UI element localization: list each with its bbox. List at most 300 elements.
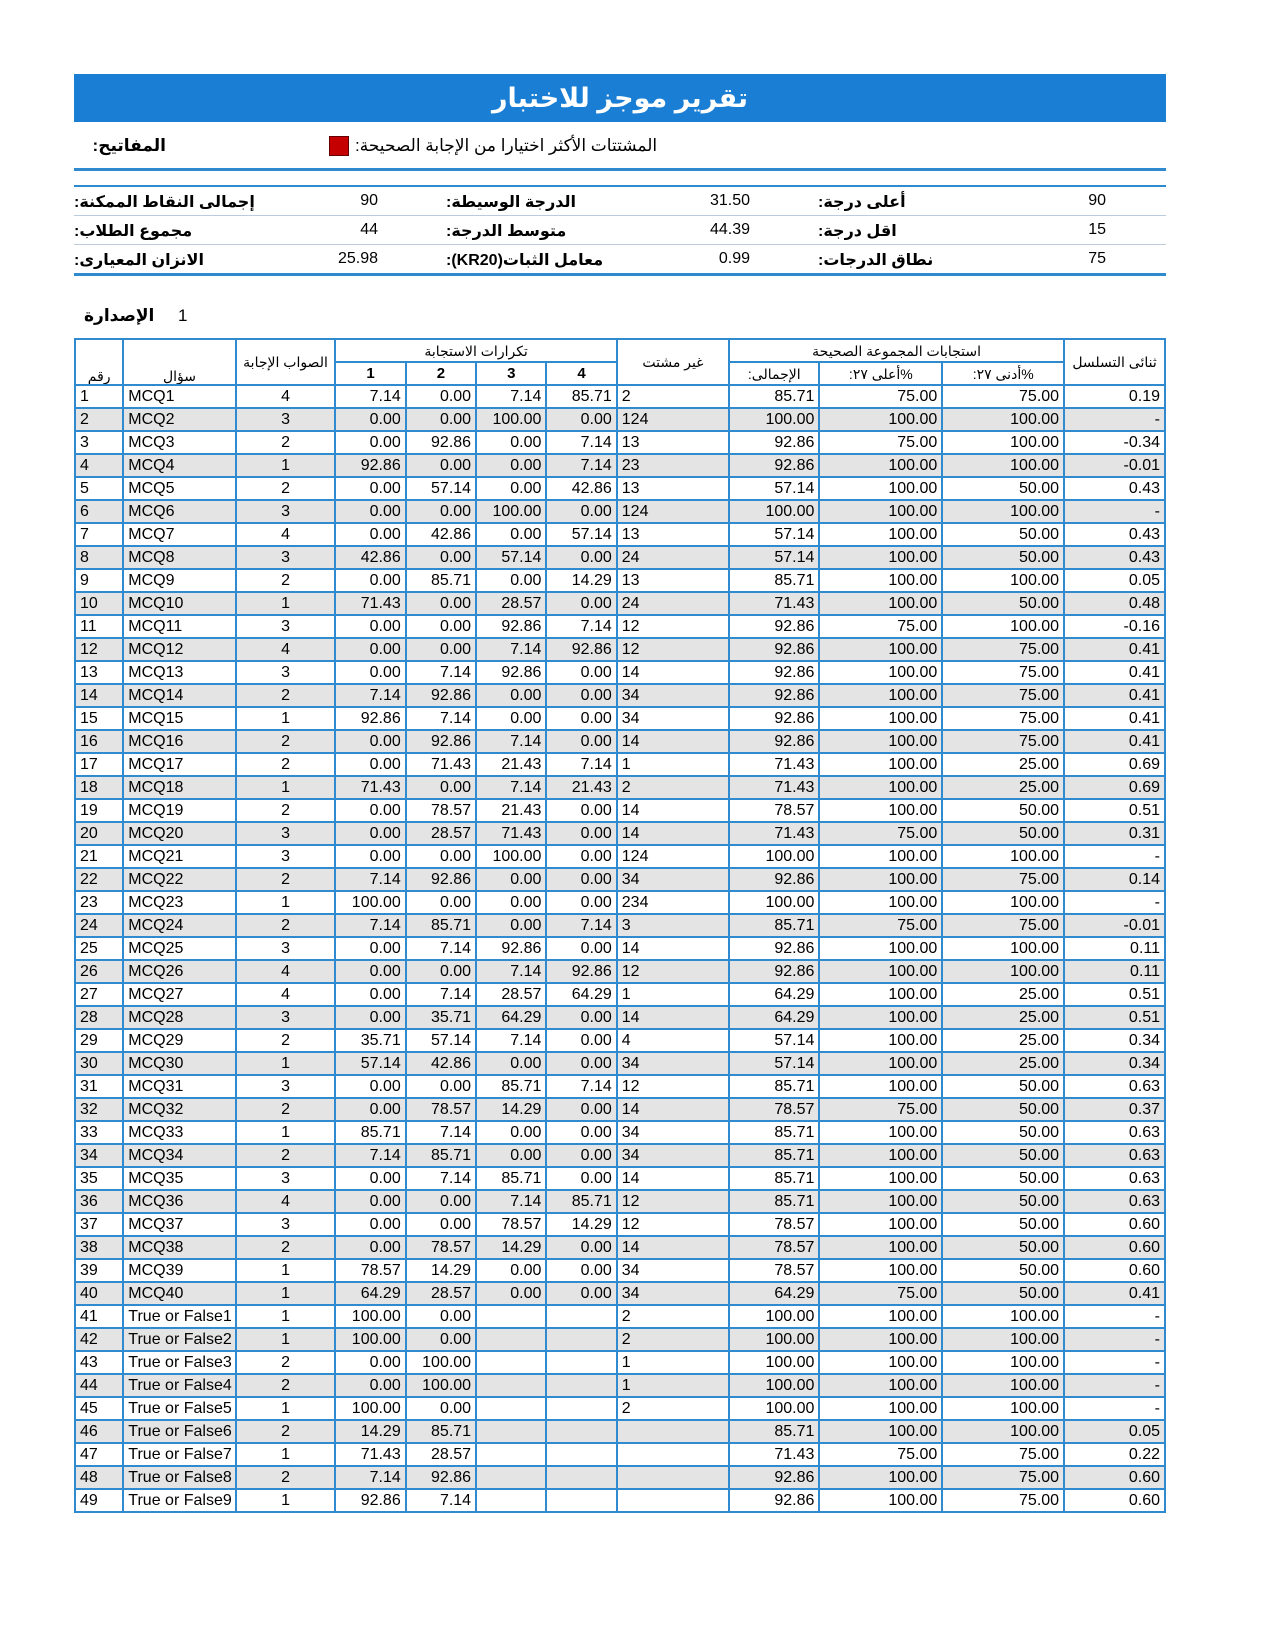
cell-point-biserial: 0.60 (1064, 1236, 1165, 1259)
cell-option-2: 0.00 (406, 845, 476, 868)
cell-point-biserial: 0.43 (1064, 546, 1165, 569)
table-row (75, 1351, 1165, 1374)
cell-lower-27: 100.00 (942, 1351, 1064, 1374)
cell-option-4 (546, 1328, 616, 1351)
cell-num: 39 (75, 1259, 123, 1282)
cell-question: MCQ18 (123, 776, 235, 799)
cell-non-distractor: 34 (617, 1282, 729, 1305)
cell-total: 100.00 (729, 500, 819, 523)
cell-point-biserial: 0.63 (1064, 1144, 1165, 1167)
cell-num: 40 (75, 1282, 123, 1305)
cell-option-3 (476, 1466, 546, 1489)
cell-point-biserial: 0.41 (1064, 661, 1165, 684)
cell-option-4 (546, 1420, 616, 1443)
cell-correct-answer: 2 (236, 914, 336, 937)
cell-non-distractor: 34 (617, 1052, 729, 1075)
cell-lower-27: 100.00 (942, 1420, 1064, 1443)
table-row (75, 615, 1165, 638)
cell-correct-answer: 1 (236, 1397, 336, 1420)
cell-total: 85.71 (729, 385, 819, 408)
cell-option-1: 0.00 (335, 1098, 405, 1121)
cell-correct-answer: 3 (236, 615, 336, 638)
table-row (75, 1006, 1165, 1029)
cell-correct-answer: 2 (236, 684, 336, 707)
version-row (74, 276, 1166, 338)
cell-option-3: 100.00 (476, 408, 546, 431)
cell-option-1: 7.14 (335, 385, 405, 408)
cell-option-1: 0.00 (335, 523, 405, 546)
cell-upper-27: 75.00 (819, 431, 942, 454)
stats-row (74, 216, 1166, 245)
cell-lower-27: 25.00 (942, 1029, 1064, 1052)
header-option-4: 4 (546, 362, 616, 385)
cell-point-biserial: - (1064, 1328, 1165, 1351)
cell-num: 31 (75, 1075, 123, 1098)
cell-total: 71.43 (729, 1443, 819, 1466)
header-option-2: 2 (406, 362, 476, 385)
header-num: رقم (75, 339, 123, 385)
cell-point-biserial: 0.69 (1064, 776, 1165, 799)
cell-option-1: 0.00 (335, 569, 405, 592)
cell-total: 71.43 (729, 776, 819, 799)
cell-non-distractor (617, 1466, 729, 1489)
cell-option-4: 0.00 (546, 707, 616, 730)
cell-non-distractor: 1 (617, 983, 729, 1006)
cell-total: 92.86 (729, 937, 819, 960)
cell-option-3: 100.00 (476, 500, 546, 523)
cell-upper-27: 100.00 (819, 500, 942, 523)
cell-non-distractor: 2 (617, 1328, 729, 1351)
cell-non-distractor: 12 (617, 960, 729, 983)
cell-option-2: 100.00 (406, 1351, 476, 1374)
cell-option-4: 0.00 (546, 1006, 616, 1029)
cell-lower-27: 50.00 (942, 1167, 1064, 1190)
cell-lower-27: 25.00 (942, 753, 1064, 776)
cell-lower-27: 50.00 (942, 523, 1064, 546)
cell-correct-answer: 1 (236, 1443, 336, 1466)
cell-lower-27: 50.00 (942, 822, 1064, 845)
cell-option-3 (476, 1420, 546, 1443)
cell-lower-27: 100.00 (942, 454, 1064, 477)
cell-non-distractor: 24 (617, 592, 729, 615)
cell-total: 92.86 (729, 730, 819, 753)
cell-num: 1 (75, 385, 123, 408)
table-row (75, 1029, 1165, 1052)
cell-lower-27: 100.00 (942, 431, 1064, 454)
cell-option-3 (476, 1328, 546, 1351)
cell-upper-27: 100.00 (819, 845, 942, 868)
cell-question: True or False4 (123, 1374, 235, 1397)
table-row (75, 891, 1165, 914)
cell-lower-27: 50.00 (942, 1282, 1064, 1305)
cell-question: True or False3 (123, 1351, 235, 1374)
cell-option-1: 64.29 (335, 1282, 405, 1305)
cell-num: 38 (75, 1236, 123, 1259)
cell-option-1: 0.00 (335, 661, 405, 684)
stat-label: اقل درجة: (818, 223, 897, 240)
cell-upper-27: 100.00 (819, 1397, 942, 1420)
stat-label: أعلى درجة: (818, 194, 906, 211)
cell-option-2: 92.86 (406, 684, 476, 707)
cell-option-3 (476, 1374, 546, 1397)
table-row (75, 408, 1165, 431)
cell-total: 57.14 (729, 477, 819, 500)
table-row (75, 1420, 1165, 1443)
table-row (75, 960, 1165, 983)
table-row (75, 684, 1165, 707)
header-lower-27: %أدنى ٢٧: (942, 362, 1064, 385)
cell-num: 30 (75, 1052, 123, 1075)
cell-num: 49 (75, 1489, 123, 1512)
cell-option-4: 85.71 (546, 385, 616, 408)
stat-value: 0.99 (718, 250, 750, 267)
cell-num: 6 (75, 500, 123, 523)
cell-non-distractor: 14 (617, 799, 729, 822)
cell-option-4: 0.00 (546, 408, 616, 431)
cell-upper-27: 75.00 (819, 1098, 942, 1121)
cell-question: MCQ30 (123, 1052, 235, 1075)
cell-point-biserial: - (1064, 1397, 1165, 1420)
cell-point-biserial: 0.22 (1064, 1443, 1165, 1466)
cell-non-distractor: 13 (617, 431, 729, 454)
cell-option-4: 85.71 (546, 1190, 616, 1213)
cell-correct-answer: 2 (236, 1098, 336, 1121)
cell-upper-27: 100.00 (819, 1236, 942, 1259)
cell-option-4: 57.14 (546, 523, 616, 546)
cell-total: 71.43 (729, 592, 819, 615)
cell-option-2: 0.00 (406, 615, 476, 638)
table-row (75, 776, 1165, 799)
cell-correct-answer: 4 (236, 638, 336, 661)
version-label: الإصدارة (84, 306, 155, 325)
cell-total: 100.00 (729, 891, 819, 914)
cell-point-biserial: 0.41 (1064, 638, 1165, 661)
cell-option-2: 85.71 (406, 914, 476, 937)
cell-correct-answer: 3 (236, 1167, 336, 1190)
cell-question: MCQ26 (123, 960, 235, 983)
cell-option-2: 0.00 (406, 960, 476, 983)
cell-option-3: 92.86 (476, 937, 546, 960)
cell-question: MCQ25 (123, 937, 235, 960)
cell-question: MCQ14 (123, 684, 235, 707)
cell-option-2: 42.86 (406, 1052, 476, 1075)
cell-question: MCQ11 (123, 615, 235, 638)
cell-lower-27: 50.00 (942, 477, 1064, 500)
cell-upper-27: 100.00 (819, 569, 942, 592)
cell-correct-answer: 2 (236, 1144, 336, 1167)
cell-correct-answer: 2 (236, 569, 336, 592)
cell-question: MCQ5 (123, 477, 235, 500)
cell-option-1: 14.29 (335, 1420, 405, 1443)
cell-non-distractor: 12 (617, 1213, 729, 1236)
cell-point-biserial: - (1064, 1351, 1165, 1374)
cell-upper-27: 100.00 (819, 1144, 942, 1167)
table-row (75, 1236, 1165, 1259)
cell-option-4 (546, 1443, 616, 1466)
cell-option-3: 7.14 (476, 1190, 546, 1213)
cell-non-distractor: 13 (617, 477, 729, 500)
cell-num: 7 (75, 523, 123, 546)
cell-num: 19 (75, 799, 123, 822)
cell-option-2: 57.14 (406, 477, 476, 500)
cell-correct-answer: 4 (236, 983, 336, 1006)
cell-correct-answer: 2 (236, 1466, 336, 1489)
cell-option-1: 0.00 (335, 799, 405, 822)
cell-question: MCQ1 (123, 385, 235, 408)
cell-correct-answer: 2 (236, 1374, 336, 1397)
cell-correct-answer: 3 (236, 546, 336, 569)
cell-question: MCQ6 (123, 500, 235, 523)
cell-correct-answer: 2 (236, 799, 336, 822)
cell-option-1: 0.00 (335, 1075, 405, 1098)
cell-option-1: 7.14 (335, 1144, 405, 1167)
cell-option-4: 0.00 (546, 822, 616, 845)
cell-num: 47 (75, 1443, 123, 1466)
table-row (75, 454, 1165, 477)
table-row (75, 661, 1165, 684)
cell-option-1: 7.14 (335, 684, 405, 707)
cell-total: 64.29 (729, 983, 819, 1006)
cell-num: 4 (75, 454, 123, 477)
cell-total: 92.86 (729, 615, 819, 638)
report-title: تقرير موجز للاختبار (74, 74, 1166, 122)
cell-lower-27: 75.00 (942, 1443, 1064, 1466)
cell-lower-27: 50.00 (942, 799, 1064, 822)
cell-question: True or False1 (123, 1305, 235, 1328)
cell-total: 57.14 (729, 523, 819, 546)
cell-point-biserial: 0.41 (1064, 684, 1165, 707)
cell-total: 100.00 (729, 1397, 819, 1420)
cell-total: 92.86 (729, 431, 819, 454)
cell-total: 85.71 (729, 1167, 819, 1190)
cell-total: 78.57 (729, 799, 819, 822)
table-header (75, 339, 1165, 385)
cell-option-2: 78.57 (406, 1098, 476, 1121)
cell-option-3: 0.00 (476, 477, 546, 500)
stat-value: 31.50 (709, 192, 750, 209)
cell-option-3: 7.14 (476, 960, 546, 983)
cell-lower-27: 25.00 (942, 983, 1064, 1006)
cell-upper-27: 100.00 (819, 983, 942, 1006)
cell-non-distractor: 34 (617, 868, 729, 891)
cell-num: 22 (75, 868, 123, 891)
table-row (75, 868, 1165, 891)
table-row (75, 1489, 1165, 1512)
cell-total: 78.57 (729, 1259, 819, 1282)
cell-option-3: 7.14 (476, 776, 546, 799)
cell-option-4: 0.00 (546, 1236, 616, 1259)
cell-lower-27: 75.00 (942, 638, 1064, 661)
table-row (75, 569, 1165, 592)
table-row (75, 1443, 1165, 1466)
table-row (75, 1190, 1165, 1213)
table-row (75, 707, 1165, 730)
cell-option-4: 14.29 (546, 569, 616, 592)
cell-num: 34 (75, 1144, 123, 1167)
cell-point-biserial: 0.19 (1064, 385, 1165, 408)
cell-point-biserial: - (1064, 891, 1165, 914)
cell-lower-27: 50.00 (942, 1236, 1064, 1259)
cell-non-distractor: 34 (617, 707, 729, 730)
cell-total: 92.86 (729, 707, 819, 730)
cell-non-distractor (617, 1420, 729, 1443)
cell-point-biserial: 0.48 (1064, 592, 1165, 615)
cell-lower-27: 75.00 (942, 707, 1064, 730)
cell-non-distractor: 2 (617, 1397, 729, 1420)
stat-value: 25.98 (337, 250, 378, 267)
stat-value: 44 (360, 221, 378, 238)
cell-option-4: 0.00 (546, 1029, 616, 1052)
cell-non-distractor: 12 (617, 638, 729, 661)
cell-option-2: 0.00 (406, 1328, 476, 1351)
cell-option-3: 7.14 (476, 730, 546, 753)
cell-non-distractor: 13 (617, 569, 729, 592)
cell-point-biserial: 0.60 (1064, 1213, 1165, 1236)
cell-option-4 (546, 1305, 616, 1328)
cell-upper-27: 75.00 (819, 914, 942, 937)
cell-total: 85.71 (729, 1144, 819, 1167)
stat-label: مجموع الطلاب: (74, 223, 193, 240)
table-row (75, 937, 1165, 960)
cell-option-1: 42.86 (335, 546, 405, 569)
cell-correct-answer: 1 (236, 707, 336, 730)
cell-total: 85.71 (729, 914, 819, 937)
cell-upper-27: 100.00 (819, 1075, 942, 1098)
cell-upper-27: 100.00 (819, 661, 942, 684)
cell-point-biserial: 0.41 (1064, 730, 1165, 753)
cell-option-1: 0.00 (335, 1167, 405, 1190)
header-upper-27: %أعلى ٢٧: (819, 362, 942, 385)
cell-lower-27: 75.00 (942, 914, 1064, 937)
cell-lower-27: 75.00 (942, 661, 1064, 684)
cell-num: 20 (75, 822, 123, 845)
cell-option-1: 0.00 (335, 983, 405, 1006)
cell-option-4 (546, 1351, 616, 1374)
cell-question: MCQ2 (123, 408, 235, 431)
cell-upper-27: 100.00 (819, 868, 942, 891)
cell-point-biserial: - (1064, 408, 1165, 431)
cell-option-1: 0.00 (335, 753, 405, 776)
cell-point-biserial: 0.37 (1064, 1098, 1165, 1121)
keys-label: المفاتيح: (92, 136, 166, 155)
cell-lower-27: 100.00 (942, 569, 1064, 592)
cell-question: MCQ29 (123, 1029, 235, 1052)
cell-num: 23 (75, 891, 123, 914)
table-row (75, 385, 1165, 408)
table-row (75, 546, 1165, 569)
cell-option-3: 14.29 (476, 1236, 546, 1259)
cell-option-2: 28.57 (406, 822, 476, 845)
cell-option-4: 0.00 (546, 1052, 616, 1075)
cell-upper-27: 75.00 (819, 822, 942, 845)
cell-num: 27 (75, 983, 123, 1006)
cell-total: 100.00 (729, 845, 819, 868)
cell-option-1: 0.00 (335, 1351, 405, 1374)
cell-non-distractor: 12 (617, 1190, 729, 1213)
cell-option-3: 0.00 (476, 707, 546, 730)
header-option-1: 1 (335, 362, 405, 385)
cell-question: MCQ28 (123, 1006, 235, 1029)
stat-label: متوسط الدرجة: (446, 223, 567, 240)
cell-option-4: 0.00 (546, 592, 616, 615)
cell-lower-27: 50.00 (942, 1259, 1064, 1282)
cell-correct-answer: 1 (236, 1489, 336, 1512)
cell-option-1: 0.00 (335, 431, 405, 454)
cell-option-1: 0.00 (335, 1236, 405, 1259)
cell-total: 92.86 (729, 1489, 819, 1512)
cell-correct-answer: 4 (236, 1190, 336, 1213)
cell-lower-27: 100.00 (942, 1397, 1064, 1420)
cell-option-1: 92.86 (335, 1489, 405, 1512)
cell-num: 21 (75, 845, 123, 868)
table-row (75, 822, 1165, 845)
cell-option-1: 71.43 (335, 1443, 405, 1466)
cell-lower-27: 50.00 (942, 1098, 1064, 1121)
cell-question: MCQ23 (123, 891, 235, 914)
cell-option-2: 28.57 (406, 1443, 476, 1466)
cell-num: 11 (75, 615, 123, 638)
cell-question: MCQ15 (123, 707, 235, 730)
cell-option-4: 42.86 (546, 477, 616, 500)
cell-non-distractor: 1 (617, 1374, 729, 1397)
cell-option-2: 85.71 (406, 1420, 476, 1443)
cell-lower-27: 100.00 (942, 1328, 1064, 1351)
cell-total: 64.29 (729, 1006, 819, 1029)
cell-num: 16 (75, 730, 123, 753)
cell-option-4: 0.00 (546, 1098, 616, 1121)
table-row (75, 1397, 1165, 1420)
cell-option-2: 7.14 (406, 937, 476, 960)
cell-question: MCQ22 (123, 868, 235, 891)
cell-upper-27: 100.00 (819, 1351, 942, 1374)
cell-question: True or False5 (123, 1397, 235, 1420)
cell-total: 78.57 (729, 1236, 819, 1259)
cell-option-4: 0.00 (546, 1144, 616, 1167)
cell-lower-27: 50.00 (942, 1213, 1064, 1236)
cell-lower-27: 100.00 (942, 615, 1064, 638)
cell-correct-answer: 2 (236, 753, 336, 776)
cell-num: 12 (75, 638, 123, 661)
cell-upper-27: 100.00 (819, 891, 942, 914)
cell-total: 92.86 (729, 684, 819, 707)
cell-num: 29 (75, 1029, 123, 1052)
cell-num: 8 (75, 546, 123, 569)
cell-lower-27: 100.00 (942, 1374, 1064, 1397)
cell-question: MCQ20 (123, 822, 235, 845)
cell-non-distractor: 1 (617, 753, 729, 776)
cell-non-distractor: 2 (617, 776, 729, 799)
cell-total: 57.14 (729, 546, 819, 569)
cell-upper-27: 100.00 (819, 776, 942, 799)
cell-option-1: 0.00 (335, 615, 405, 638)
cell-total: 100.00 (729, 1374, 819, 1397)
cell-correct-answer: 2 (236, 1029, 336, 1052)
cell-total: 57.14 (729, 1029, 819, 1052)
cell-option-1: 0.00 (335, 845, 405, 868)
cell-option-4: 0.00 (546, 1259, 616, 1282)
cell-non-distractor: 34 (617, 1144, 729, 1167)
cell-point-biserial: -0.16 (1064, 615, 1165, 638)
cell-point-biserial: 0.63 (1064, 1190, 1165, 1213)
cell-num: 32 (75, 1098, 123, 1121)
cell-non-distractor: 13 (617, 523, 729, 546)
cell-question: MCQ13 (123, 661, 235, 684)
cell-point-biserial: 0.11 (1064, 960, 1165, 983)
cell-lower-27: 75.00 (942, 1489, 1064, 1512)
cell-point-biserial: 0.69 (1064, 753, 1165, 776)
cell-non-distractor: 124 (617, 408, 729, 431)
cell-correct-answer: 2 (236, 1420, 336, 1443)
